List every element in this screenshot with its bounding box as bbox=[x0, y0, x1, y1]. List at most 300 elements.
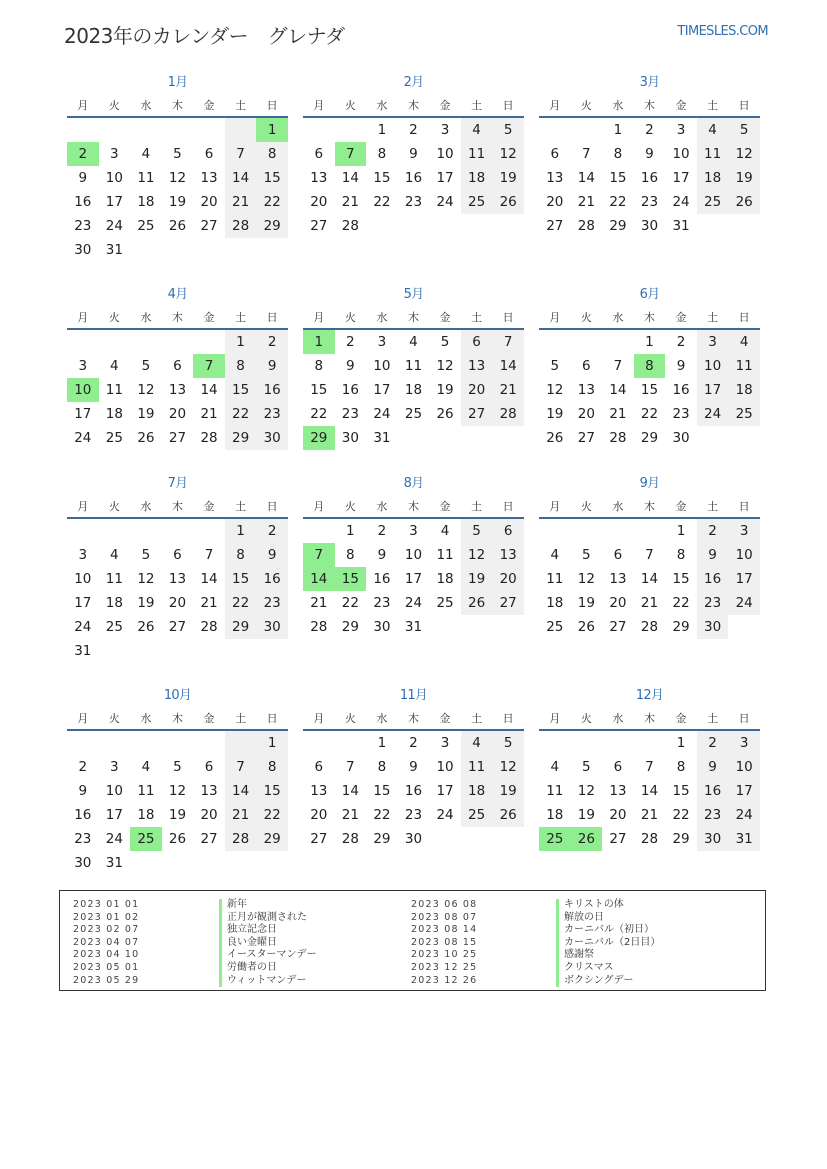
week-row bbox=[303, 543, 524, 567]
day-cell: 24 bbox=[672, 194, 690, 210]
day-cell: 15 bbox=[225, 567, 257, 591]
empty-day-cell bbox=[193, 519, 225, 543]
empty-day-cell bbox=[303, 118, 335, 142]
day-cell: 26 bbox=[571, 827, 603, 851]
day-cell: 30 bbox=[341, 430, 359, 446]
weekday-label: 日 bbox=[502, 712, 514, 725]
day-cell: 17 bbox=[697, 378, 729, 402]
day-cell: 17 bbox=[74, 595, 92, 611]
day-cell: 29 bbox=[373, 831, 391, 847]
day-cell: 6 bbox=[461, 330, 493, 354]
empty-day-cell bbox=[162, 639, 194, 663]
day-cell: 30 bbox=[256, 615, 288, 639]
holiday-date: 2023 01 02 bbox=[73, 911, 140, 923]
empty-day-cell bbox=[429, 214, 461, 238]
empty-day-cell bbox=[225, 238, 257, 262]
day-cell: 19 bbox=[577, 595, 595, 611]
week-row bbox=[303, 378, 524, 402]
week-row bbox=[539, 827, 760, 851]
weekday-label: 木 bbox=[643, 500, 655, 513]
holiday-name: 独立記念日 bbox=[219, 924, 317, 937]
weekday-label: 木 bbox=[643, 712, 655, 725]
day-cell: 30 bbox=[697, 827, 729, 851]
empty-day-cell bbox=[571, 519, 603, 543]
day-cell: 25 bbox=[105, 619, 123, 635]
empty-day-cell bbox=[162, 330, 194, 354]
week-row bbox=[539, 615, 760, 639]
day-cell: 9 bbox=[256, 543, 288, 567]
holiday-date: 2023 06 08 bbox=[411, 899, 478, 910]
day-cell: 18 bbox=[404, 382, 423, 398]
day-cell: 18 bbox=[105, 406, 123, 422]
day-cell: 11 bbox=[404, 358, 423, 374]
weekday-label: 月 bbox=[549, 99, 561, 112]
day-cell: 15 bbox=[640, 382, 659, 398]
day-cell: 25 bbox=[436, 595, 454, 611]
empty-day-cell bbox=[461, 827, 493, 851]
day-cell: 9 bbox=[676, 358, 686, 374]
day-cell: 26 bbox=[492, 803, 524, 827]
week-row bbox=[303, 118, 524, 142]
legend-names-right bbox=[556, 899, 660, 987]
holiday-date: 2023 08 07 bbox=[411, 911, 478, 923]
day-cell: 24 bbox=[373, 406, 391, 422]
weekday-label: 土 bbox=[235, 712, 247, 725]
month-6 bbox=[539, 284, 760, 450]
day-cell: 6 bbox=[550, 146, 560, 162]
empty-day-cell bbox=[303, 731, 335, 755]
weekday-label: 月 bbox=[549, 311, 561, 324]
week-row bbox=[67, 214, 288, 238]
day-cell: 28 bbox=[200, 430, 218, 446]
legend-dates-left bbox=[73, 899, 139, 987]
day-cell: 11 bbox=[697, 142, 729, 166]
day-cell: 21 bbox=[225, 190, 257, 214]
day-cell: 2 bbox=[377, 523, 387, 539]
day-cell: 7 bbox=[346, 759, 355, 775]
day-cell: 7 bbox=[335, 142, 367, 166]
day-cell: 3 bbox=[110, 146, 119, 162]
day-cell: 4 bbox=[550, 547, 560, 563]
day-cell: 15 bbox=[310, 382, 328, 398]
month-name: 8月 bbox=[403, 476, 424, 491]
day-cell: 30 bbox=[640, 218, 659, 234]
day-cell: 3 bbox=[440, 122, 450, 138]
day-cell: 7 bbox=[613, 358, 623, 374]
day-cell: 7 bbox=[492, 330, 524, 354]
weekday-label: 木 bbox=[643, 99, 655, 112]
day-cell: 11 bbox=[461, 142, 493, 166]
weekday-label: 土 bbox=[707, 311, 719, 324]
week-row bbox=[303, 142, 524, 166]
day-cell: 1 bbox=[377, 735, 387, 751]
day-cell: 13 bbox=[200, 170, 218, 186]
page-title: 2023年のカレンダー グレナダ bbox=[64, 24, 345, 48]
week-row bbox=[67, 378, 288, 402]
weekday-label: 水 bbox=[612, 712, 624, 725]
day-cell: 17 bbox=[74, 406, 92, 422]
day-cell: 1 bbox=[377, 122, 387, 138]
week-row bbox=[303, 803, 524, 827]
day-cell: 15 bbox=[225, 378, 257, 402]
day-cell: 8 bbox=[314, 358, 324, 374]
day-cell: 9 bbox=[377, 547, 387, 563]
day-cell: 1 bbox=[256, 118, 288, 142]
day-cell: 18 bbox=[546, 595, 564, 611]
holiday-name: 労働者の日 bbox=[219, 962, 317, 975]
month-name: 3月 bbox=[639, 75, 660, 90]
day-cell: 14 bbox=[200, 382, 218, 398]
empty-day-cell bbox=[99, 639, 131, 663]
day-cell: 8 bbox=[377, 146, 387, 162]
day-cell: 27 bbox=[200, 218, 218, 234]
day-cell: 14 bbox=[341, 783, 359, 799]
day-cell: 4 bbox=[461, 118, 493, 142]
weekday-label: 月 bbox=[313, 500, 325, 513]
day-cell: 27 bbox=[168, 430, 187, 446]
day-cell: 12 bbox=[168, 170, 187, 186]
day-cell: 19 bbox=[546, 406, 564, 422]
day-cell: 5 bbox=[141, 547, 151, 563]
day-cell: 30 bbox=[672, 430, 690, 446]
day-cell: 24 bbox=[436, 807, 454, 823]
weekday-label: 火 bbox=[108, 311, 120, 324]
empty-day-cell bbox=[130, 118, 162, 142]
day-cell: 31 bbox=[105, 242, 123, 258]
day-cell: 10 bbox=[728, 755, 760, 779]
weekday-label: 月 bbox=[313, 311, 325, 324]
empty-day-cell bbox=[225, 118, 257, 142]
weekday-label: 日 bbox=[502, 99, 514, 112]
day-cell: 23 bbox=[256, 591, 288, 615]
day-cell: 1 bbox=[613, 122, 623, 138]
empty-day-cell bbox=[193, 238, 225, 262]
day-cell: 16 bbox=[640, 170, 659, 186]
day-cell: 14 bbox=[225, 166, 257, 190]
day-cell: 3 bbox=[697, 330, 729, 354]
month-11 bbox=[303, 685, 524, 851]
day-cell: 18 bbox=[697, 166, 729, 190]
week-row bbox=[539, 519, 760, 543]
week-row bbox=[303, 330, 524, 354]
weekday-label: 金 bbox=[203, 99, 215, 112]
empty-day-cell bbox=[492, 214, 524, 238]
day-cell: 25 bbox=[461, 803, 493, 827]
day-cell: 6 bbox=[204, 146, 214, 162]
day-cell: 25 bbox=[697, 190, 729, 214]
day-cell: 30 bbox=[256, 426, 288, 450]
holiday-date: 2023 01 01 bbox=[73, 899, 140, 910]
week-row bbox=[303, 354, 524, 378]
empty-day-cell bbox=[162, 118, 194, 142]
day-cell: 20 bbox=[461, 378, 493, 402]
day-cell: 12 bbox=[492, 755, 524, 779]
day-cell: 21 bbox=[200, 595, 218, 611]
day-cell: 11 bbox=[461, 755, 493, 779]
day-cell: 1 bbox=[676, 735, 686, 751]
day-cell: 17 bbox=[404, 571, 423, 587]
day-cell: 25 bbox=[105, 430, 123, 446]
day-cell: 22 bbox=[256, 190, 288, 214]
day-cell: 25 bbox=[546, 619, 564, 635]
day-cell: 8 bbox=[256, 142, 288, 166]
day-cell: 10 bbox=[67, 378, 99, 402]
day-cell: 12 bbox=[728, 142, 760, 166]
day-cell: 15 bbox=[335, 567, 367, 591]
day-cell: 31 bbox=[728, 827, 760, 851]
empty-day-cell bbox=[539, 731, 571, 755]
empty-day-cell bbox=[256, 639, 288, 663]
weekday-label: 火 bbox=[344, 99, 356, 112]
weekday-label: 日 bbox=[738, 99, 750, 112]
day-cell: 4 bbox=[110, 358, 119, 374]
day-cell: 31 bbox=[672, 218, 690, 234]
weekday-header bbox=[303, 707, 524, 731]
day-cell: 16 bbox=[697, 779, 729, 803]
day-cell: 17 bbox=[105, 194, 123, 210]
day-cell: 5 bbox=[173, 759, 182, 775]
empty-day-cell bbox=[602, 330, 634, 354]
week-row bbox=[539, 378, 760, 402]
weekday-label: 土 bbox=[707, 500, 719, 513]
empty-day-cell bbox=[366, 214, 398, 238]
day-cell: 27 bbox=[609, 831, 627, 847]
day-cell: 22 bbox=[225, 591, 257, 615]
day-cell: 12 bbox=[492, 142, 524, 166]
day-cell: 17 bbox=[436, 783, 454, 799]
day-cell: 14 bbox=[303, 567, 335, 591]
day-cell: 7 bbox=[303, 543, 335, 567]
week-row bbox=[67, 639, 288, 663]
weekday-label: 日 bbox=[266, 712, 278, 725]
day-cell: 27 bbox=[168, 619, 187, 635]
day-cell: 18 bbox=[105, 595, 123, 611]
day-cell: 11 bbox=[137, 783, 155, 799]
day-cell: 10 bbox=[436, 146, 454, 162]
week-row bbox=[303, 214, 524, 238]
day-cell: 27 bbox=[577, 430, 595, 446]
day-cell: 27 bbox=[310, 218, 328, 234]
day-cell: 28 bbox=[609, 430, 627, 446]
day-cell: 10 bbox=[105, 783, 123, 799]
day-cell: 5 bbox=[440, 334, 450, 350]
empty-day-cell bbox=[67, 330, 99, 354]
month-name: 4月 bbox=[167, 287, 188, 302]
weekday-label: 水 bbox=[612, 99, 624, 112]
day-cell: 5 bbox=[550, 358, 560, 374]
weekday-label: 日 bbox=[738, 311, 750, 324]
day-cell: 25 bbox=[728, 402, 760, 426]
weekday-label: 金 bbox=[439, 311, 451, 324]
empty-day-cell bbox=[162, 519, 194, 543]
day-cell: 19 bbox=[577, 807, 595, 823]
weekday-label: 日 bbox=[738, 500, 750, 513]
empty-day-cell bbox=[429, 615, 461, 639]
weekday-label: 水 bbox=[376, 311, 388, 324]
empty-day-cell bbox=[225, 639, 257, 663]
week-row bbox=[67, 330, 288, 354]
day-cell: 18 bbox=[546, 807, 564, 823]
week-row bbox=[539, 330, 760, 354]
day-cell: 20 bbox=[200, 807, 218, 823]
holiday-date: 2023 10 25 bbox=[411, 949, 478, 961]
day-cell: 11 bbox=[105, 382, 123, 398]
weekday-header bbox=[539, 94, 760, 118]
day-cell: 4 bbox=[461, 731, 493, 755]
day-cell: 12 bbox=[168, 783, 187, 799]
day-cell: 31 bbox=[105, 855, 123, 871]
day-cell: 8 bbox=[346, 547, 355, 563]
site-link[interactable]: TIMESLES.COM bbox=[677, 24, 768, 39]
holiday-name: ボクシングデー bbox=[556, 975, 660, 988]
day-cell: 10 bbox=[404, 547, 423, 563]
day-cell: 7 bbox=[645, 547, 654, 563]
weekday-label: 月 bbox=[77, 311, 89, 324]
weekday-label: 水 bbox=[140, 712, 152, 725]
empty-day-cell bbox=[162, 731, 194, 755]
empty-day-cell bbox=[67, 519, 99, 543]
day-cell: 29 bbox=[225, 426, 257, 450]
month-3 bbox=[539, 72, 760, 238]
day-cell: 20 bbox=[310, 194, 328, 210]
week-row bbox=[303, 615, 524, 639]
week-row bbox=[303, 426, 524, 450]
day-cell: 2 bbox=[78, 759, 88, 775]
month-4 bbox=[67, 284, 288, 450]
day-cell: 12 bbox=[577, 783, 595, 799]
empty-day-cell bbox=[67, 731, 99, 755]
day-cell: 19 bbox=[728, 166, 760, 190]
day-cell: 12 bbox=[461, 543, 493, 567]
day-cell: 20 bbox=[609, 807, 627, 823]
weekday-label: 月 bbox=[313, 99, 325, 112]
weekday-label: 金 bbox=[439, 500, 451, 513]
day-cell: 23 bbox=[697, 591, 729, 615]
day-cell: 8 bbox=[225, 543, 257, 567]
month-9 bbox=[539, 473, 760, 639]
day-cell: 1 bbox=[346, 523, 355, 539]
weekday-label: 金 bbox=[439, 712, 451, 725]
weekday-label: 木 bbox=[407, 500, 419, 513]
week-row bbox=[67, 166, 288, 190]
day-cell: 6 bbox=[582, 358, 591, 374]
day-cell: 8 bbox=[377, 759, 387, 775]
day-cell: 11 bbox=[728, 354, 760, 378]
weekday-label: 月 bbox=[313, 712, 325, 725]
day-cell: 6 bbox=[173, 547, 182, 563]
day-cell: 5 bbox=[582, 759, 591, 775]
week-row bbox=[67, 238, 288, 262]
weekday-header bbox=[539, 707, 760, 731]
empty-day-cell bbox=[492, 426, 524, 450]
week-row bbox=[539, 190, 760, 214]
empty-day-cell bbox=[193, 731, 225, 755]
empty-day-cell bbox=[602, 519, 634, 543]
day-cell: 30 bbox=[404, 831, 423, 847]
day-cell: 17 bbox=[728, 779, 760, 803]
day-cell: 27 bbox=[310, 831, 328, 847]
day-cell: 10 bbox=[105, 170, 123, 186]
day-cell: 4 bbox=[141, 759, 151, 775]
month-10 bbox=[67, 685, 288, 875]
weekday-label: 日 bbox=[502, 311, 514, 324]
holiday-date: 2023 05 29 bbox=[73, 974, 140, 986]
day-cell: 2 bbox=[409, 122, 418, 138]
day-cell: 4 bbox=[697, 118, 729, 142]
day-cell: 23 bbox=[404, 194, 423, 210]
week-row bbox=[67, 755, 288, 779]
weekday-label: 水 bbox=[612, 311, 624, 324]
holiday-name: 正月が観測された bbox=[219, 912, 317, 925]
day-cell: 3 bbox=[440, 735, 450, 751]
holiday-name: ウィットマンデー bbox=[219, 975, 317, 988]
day-cell: 3 bbox=[728, 731, 760, 755]
month-name: 12月 bbox=[635, 688, 664, 703]
weekday-label: 水 bbox=[612, 500, 624, 513]
month-name: 5月 bbox=[403, 287, 424, 302]
empty-day-cell bbox=[162, 851, 194, 875]
weekday-label: 木 bbox=[407, 712, 419, 725]
day-cell: 26 bbox=[168, 218, 187, 234]
weekday-label: 火 bbox=[580, 500, 592, 513]
day-cell: 12 bbox=[577, 571, 595, 587]
day-cell: 23 bbox=[74, 831, 92, 847]
day-cell: 4 bbox=[550, 759, 560, 775]
holiday-date: 2023 12 25 bbox=[411, 961, 478, 973]
weekday-label: 金 bbox=[675, 311, 687, 324]
day-cell: 1 bbox=[303, 330, 335, 354]
empty-day-cell bbox=[130, 519, 162, 543]
day-cell: 4 bbox=[141, 146, 151, 162]
day-cell: 13 bbox=[577, 382, 595, 398]
day-cell: 20 bbox=[577, 406, 595, 422]
day-cell: 9 bbox=[346, 358, 355, 374]
week-row bbox=[539, 779, 760, 803]
day-cell: 9 bbox=[409, 759, 418, 775]
day-cell: 29 bbox=[303, 426, 335, 450]
holiday-name: キリストの体 bbox=[556, 899, 660, 912]
day-cell: 24 bbox=[105, 831, 123, 847]
day-cell: 11 bbox=[105, 571, 123, 587]
day-cell: 26 bbox=[461, 591, 493, 615]
day-cell: 10 bbox=[697, 354, 729, 378]
day-cell: 13 bbox=[310, 783, 328, 799]
day-cell: 14 bbox=[225, 779, 257, 803]
empty-day-cell bbox=[193, 330, 225, 354]
weekday-label: 木 bbox=[171, 99, 183, 112]
day-cell: 19 bbox=[137, 595, 155, 611]
day-cell: 29 bbox=[672, 619, 690, 635]
empty-day-cell bbox=[335, 118, 367, 142]
day-cell: 23 bbox=[74, 218, 92, 234]
weekday-label: 日 bbox=[738, 712, 750, 725]
day-cell: 26 bbox=[436, 406, 454, 422]
month-8 bbox=[303, 473, 524, 639]
day-cell: 4 bbox=[110, 547, 119, 563]
weekday-label: 火 bbox=[344, 500, 356, 513]
day-cell: 11 bbox=[137, 170, 155, 186]
day-cell: 16 bbox=[74, 194, 92, 210]
day-cell: 30 bbox=[373, 619, 391, 635]
empty-day-cell bbox=[728, 214, 760, 238]
empty-day-cell bbox=[634, 731, 666, 755]
empty-day-cell bbox=[492, 615, 524, 639]
day-cell: 3 bbox=[676, 122, 686, 138]
day-cell: 16 bbox=[373, 571, 391, 587]
day-cell: 16 bbox=[404, 783, 423, 799]
weekday-label: 火 bbox=[344, 712, 356, 725]
day-cell: 15 bbox=[672, 783, 690, 799]
